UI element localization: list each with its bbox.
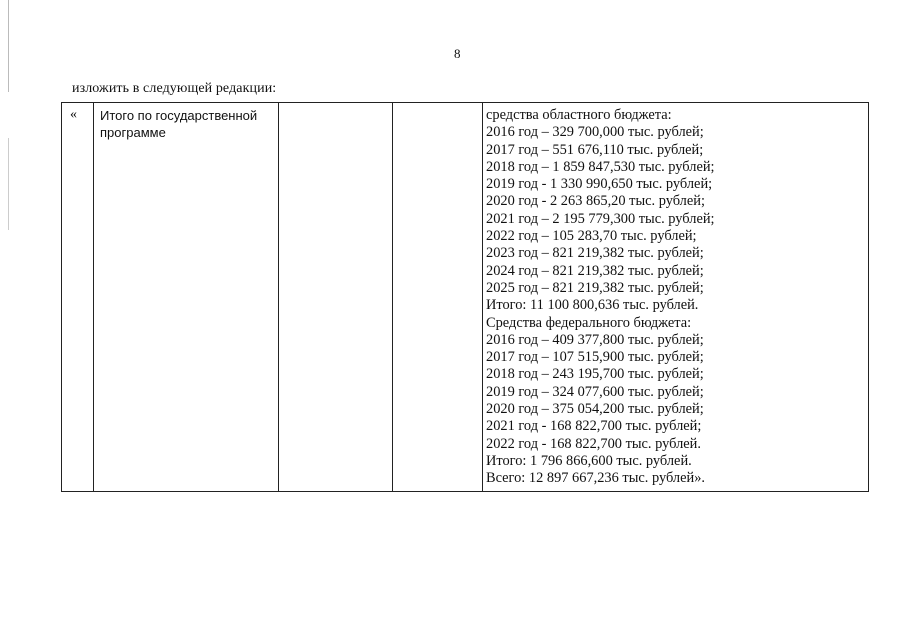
funding-line: 2019 год – 324 077,600 тыс. рублей;: [486, 383, 704, 400]
table-column-divider: [278, 103, 279, 491]
table-column-divider: [482, 103, 483, 491]
funding-list: [486, 107, 866, 488]
funding-line: 2021 год - 168 822,700 тыс. рублей;: [486, 418, 702, 435]
funding-line: 2023 год – 821 219,382 тыс. рублей;: [486, 245, 704, 262]
funding-line: 2022 год – 105 283,70 тыс. рублей;: [486, 228, 697, 245]
funding-line: Итого: 1 796 866,600 тыс. рублей.: [486, 452, 692, 469]
opening-quote: «: [70, 107, 77, 122]
budget-table: [61, 102, 869, 492]
funding-line: средства областного бюджета:: [486, 107, 672, 123]
funding-line: 2018 год – 243 195,700 тыс. рублей;: [486, 366, 704, 383]
row-label: Итого по государственной программе: [100, 108, 258, 140]
funding-line: 2025 год – 821 219,382 тыс. рублей;: [486, 279, 704, 296]
funding-line: 2024 год – 821 219,382 тыс. рублей;: [486, 262, 704, 279]
intro-text: изложить в следующей редакции:: [72, 81, 277, 96]
funding-line: 2017 год – 551 676,110 тыс. рублей;: [486, 141, 704, 158]
scan-edge-line: [8, 0, 9, 230]
funding-line: 2016 год – 329 700,000 тыс. рублей;: [486, 124, 704, 141]
table-column-divider: [93, 103, 94, 491]
page-number: 8: [454, 46, 461, 61]
funding-line: 2019 год - 1 330 990,650 тыс. рублей;: [486, 176, 713, 193]
table-column-divider: [392, 103, 393, 491]
funding-line: Всего: 12 897 667,236 тыс. рублей».: [486, 470, 705, 487]
funding-line: 2021 год – 2 195 779,300 тыс. рублей;: [486, 210, 715, 227]
funding-line: Средства федерального бюджета:: [486, 314, 692, 331]
funding-line: 2022 год - 168 822,700 тыс. рублей.: [486, 435, 701, 452]
funding-line: 2018 год – 1 859 847,530 тыс. рублей;: [486, 158, 715, 175]
funding-line: 2020 год - 2 263 865,20 тыс. рублей;: [486, 193, 705, 210]
funding-line: 2020 год – 375 054,200 тыс. рублей;: [486, 401, 704, 418]
funding-line: Итого: 11 100 800,636 тыс. рублей.: [486, 297, 699, 314]
funding-line: 2017 год – 107 515,900 тыс. рублей;: [486, 349, 704, 366]
funding-line: 2016 год – 409 377,800 тыс. рублей;: [486, 331, 704, 348]
